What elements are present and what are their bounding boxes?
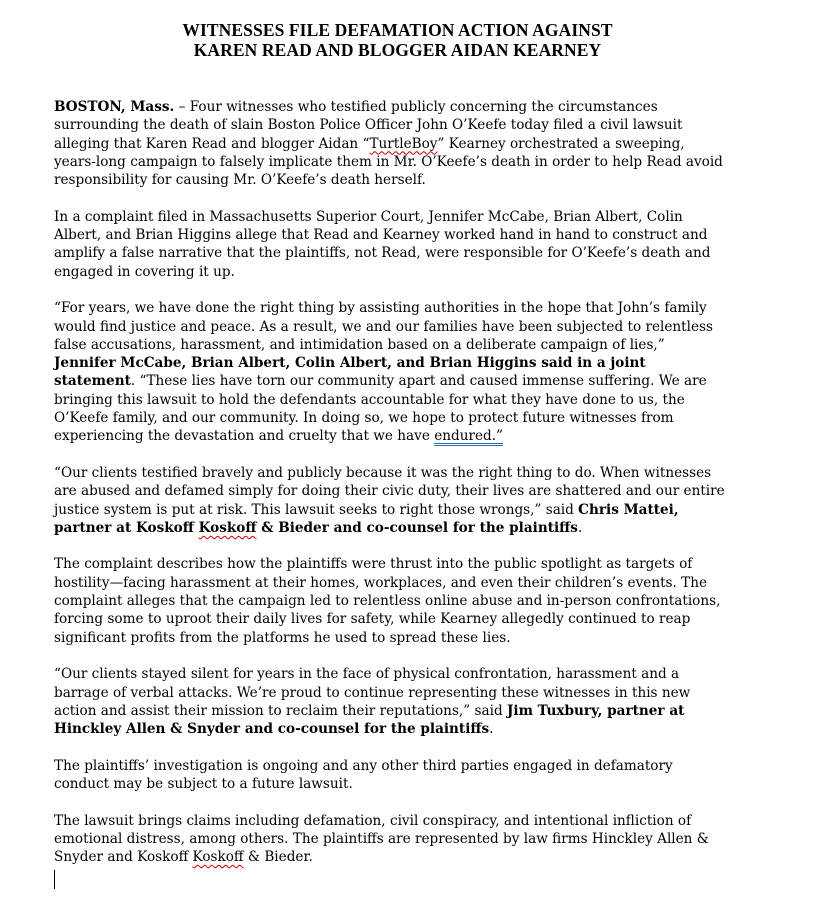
paragraph-6-tuxbury-quote: “Our clients stayed silent for years in the face of physical confrontation, harassment and a barrage of verbal attacks. We’re proud to continue representing these witnesses in this new action and assist their mission to reclaim their reputations,” said Jim Tuxbury, partner at Hinckley Allen & Snyder and co-counsel for the plaintiffs. bbox=[54, 666, 691, 738]
paragraph-7: The plaintiffs’ investigation is ongoing and any other third parties engaged in defamatory conduct may be subject to a future lawsuit. bbox=[54, 757, 673, 792]
paragraph-1: BOSTON, Mass. – Four witnesses who testified publicly concerning the circumstances surrounding the death of slain Boston Police Officer John O’Keefe today filed a civil lawsuit alleging that Karen Read and blogger Aidan “TurtleBoy” Kearney orchestrated a sweeping, years-long campaign to falsely implicate them in Mr. O’Keefe’s death in order to help Read avoid responsibility for causing Mr. O’Keefe’s death herself. bbox=[54, 99, 723, 189]
spelling-flag-koskoff-2[interactable]: Koskoff bbox=[192, 849, 244, 866]
dateline: BOSTON, Mass. bbox=[54, 99, 175, 115]
document-body[interactable] bbox=[54, 98, 754, 885]
paragraph-2: In a complaint filed in Massachusetts Superior Court, Jennifer McCabe, Brian Albert, Colin Albert, and Brian Higgins allege that Read and Kearney worked hand in hand to construct and amplify a false narrative that the plaintiffs, not Read, were responsible for O’Keefe’s death and engaged in covering it up. bbox=[54, 208, 711, 280]
grammar-flag-endured[interactable]: endured.” bbox=[434, 428, 503, 445]
paragraph-8: The lawsuit brings claims including defamation, civil conspiracy, and intentional infliction of emotional distress, among others. The plaintiffs are represented by law firms Hinckley Allen & Snyder and Koskoff Koskoff & Bieder. bbox=[54, 812, 709, 866]
press-release-title bbox=[0, 20, 795, 60]
title-line-1: WITNESSES FILE DEFAMATION ACTION AGAINST bbox=[182, 20, 613, 40]
paragraph-4-mattei-quote: “Our clients testified bravely and publicly because it was the right thing to do. When witnesses are abused and defamed simply for doing their civic duty, their lives are shattered and our entire justice system is put at risk. This lawsuit seeks to right those wrongs,” said Chris Mattei, partner at Koskoff Koskoff & Bieder and co-counsel for the plaintiffs. bbox=[54, 464, 725, 536]
spelling-flag-koskoff[interactable]: Koskoff bbox=[198, 519, 257, 536]
jim-tuxbury-name: Jim Tuxbury, partner at bbox=[506, 702, 685, 719]
chris-mattei-name: Chris Mattei, bbox=[578, 501, 679, 518]
joint-statement-attribution: Jennifer McCabe, Brian Albert, Colin Albert, and Brian Higgins said in a joint bbox=[54, 355, 646, 372]
spelling-flag-turtleboy[interactable]: TurtleBoy bbox=[369, 135, 438, 152]
paragraph-5: The complaint describes how the plaintiffs were thrust into the public spotlight as targets of hostility—facing harassment at their homes, workplaces, and even their children’s events. The complaint alleges that the campaign led to relentless online abuse and in-person confrontations, forcing some to uproot their daily lives for safety, while Kearney allegedly continued to reap significant profits from the platforms he used to spread these lies. bbox=[54, 556, 721, 646]
title-line-2: KAREN READ AND BLOGGER AIDAN KEARNEY bbox=[193, 40, 602, 60]
paragraph-3-joint-statement: “For years, we have done the right thing by assisting authorities in the hope that John’s family would find justice and peace. As a result, we and our families have been subjected to relentless false accusations, harassment, and intimidation based on a deliberate campaign of lies,” Jennifer McCabe, Brian Albert, Colin Albert, and Brian Higgins said in a joint statement. “These lies have torn our community apart and caused immense suffering. We are bringing this lawsuit to hold the defendants accountable for what they have done to us, the O’Keefe family, and our community. In doing so, we hope to protect future witnesses from experiencing the devastation and cruelty that we have endured.” bbox=[54, 299, 754, 445]
text-cursor bbox=[54, 870, 55, 889]
